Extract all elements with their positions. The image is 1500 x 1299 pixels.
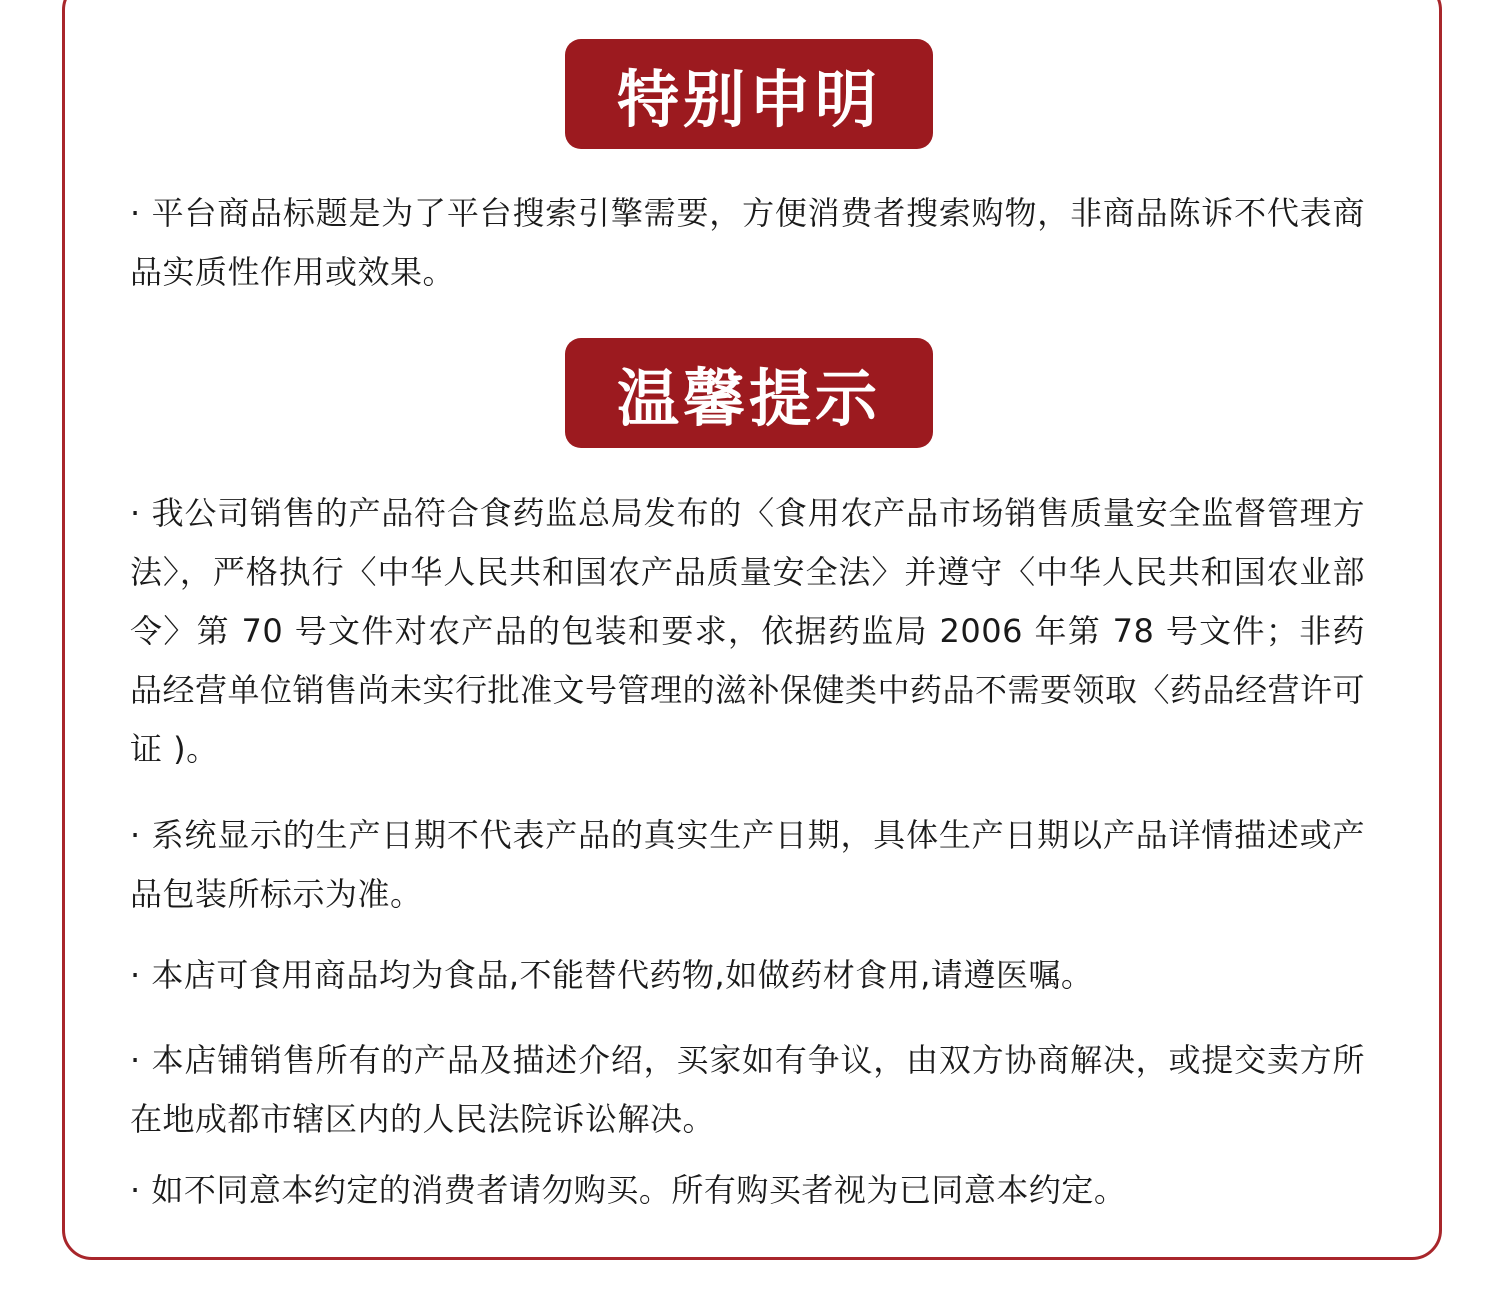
- declaration-title: 特别申明: [616, 62, 881, 136]
- reminder-paragraph-production-date: · 系统显示的生产日期不代表产品的真实生产日期，具体生产日期以产品详情描述或产品包装所标示为准。: [130, 816, 1365, 913]
- declaration-paragraph: · 平台商品标题是为了平台搜索引擎需要，方便消费者搜索购物，非商品陈诉不代表商品实质性作用或效果。: [130, 194, 1365, 291]
- reminder-paragraph-dispute: · 本店铺销售所有的产品及描述介绍，买家如有争议，由双方协商解决，或提交卖方所在地成都市辖区内的人民法院诉讼解决。: [130, 1041, 1365, 1138]
- declaration-title-banner: [565, 39, 933, 149]
- reminder-title-banner: [565, 338, 933, 448]
- reminder-title: 温馨提示: [616, 361, 881, 435]
- reminder-paragraph-food-not-medicine: · 本店可食用商品均为食品,不能替代药物,如做药材食用,请遵医嘱。: [130, 956, 1094, 994]
- reminder-paragraph-regulations: · 我公司销售的产品符合食药监总局发布的〈食用农产品市场销售质量安全监督管理方法〉，严格执行〈中华人民共和国农产品质量安全法〉并遵守〈中华人民共和国农业部令〉第 70 号文件对农产品的包装和要求，依据药监局 2006 年第 78 号文件；非药品经营单位销售尚未实行批准文号管理的滋补保健类中药品不需要领取〈药品经营许可证 )。: [130, 494, 1366, 768]
- reminder-paragraph-agreement: · 如不同意本约定的消费者请勿购买。所有购买者视为已同意本约定。: [130, 1171, 1127, 1209]
